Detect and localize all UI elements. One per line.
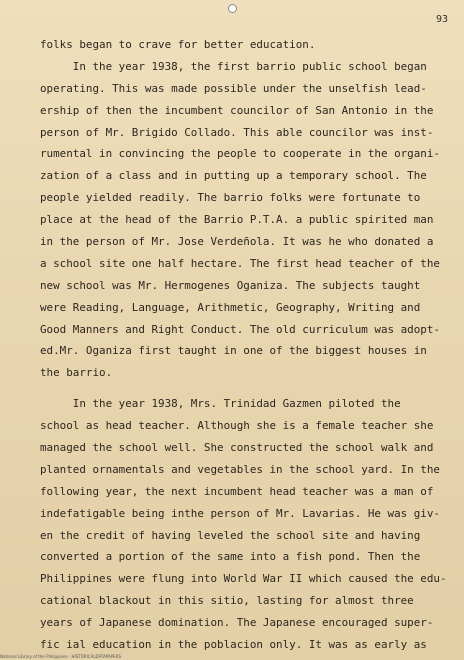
text-line: Philippines were flung into World War II which caused the edu- (40, 572, 447, 586)
text-line: operating. This was made possible under the unselfish lead- (40, 81, 427, 95)
text-line: a school site one half hectare. The first head teacher of the (40, 256, 440, 270)
text-line: years of Japanese domination. The Japanese encouraged super- (40, 616, 434, 630)
text-line: indefatigable being inthe person of Mr. Lavarias. He was giv- (40, 506, 440, 520)
text-line: In the year 1938, the first barrio public school began (40, 59, 427, 73)
text-line: in the person of Mr. Jose Verdeñola. It was he who donated a (40, 235, 434, 249)
text-line: managed the school well. She constructed the school walk and (40, 441, 434, 455)
text-line: cational blackout in this sitio, lasting for almost three (40, 594, 414, 608)
text-line: rumental in convincing the people to cooperate in the organi- (40, 147, 440, 161)
text-line: person of Mr. Brigido Collado. This able councilor was inst- (40, 125, 434, 139)
paragraph-gap (40, 384, 450, 393)
document-body (40, 34, 450, 656)
footer-credit: National Library of the Philippines · HISTORICALDATAPAPERS (0, 654, 122, 659)
text-line: place at the head of the Barrio P.T.A. a public spirited man (40, 213, 434, 227)
text-line: ed.Mr. Oganiza first taught in one of the biggest houses in (40, 344, 427, 358)
text-line: converted a portion of the same into a fish pond. Then the (40, 550, 421, 564)
text-line: new school was Mr. Hermogenes Oganiza. The subjects taught (40, 278, 421, 292)
text-line: following year, the next incumbent head teacher was a man of (40, 484, 434, 498)
text-line: Good Manners and Right Conduct. The old curriculum was adopt- (40, 322, 440, 336)
text-line: planted ornamentals and vegetables in the school yard. In the (40, 462, 440, 476)
text-line: people yielded readily. The barrio folks were fortunate to (40, 191, 421, 205)
text-line: In the year 1938, Mrs. Trinidad Gazmen piloted the (40, 397, 401, 411)
text-line: the barrio. (40, 366, 113, 380)
text-line: school as head teacher. Although she is a female teacher she (40, 419, 434, 433)
text-line: en the credit of having leveled the school site and having (40, 528, 421, 542)
text-line: ership of then the incumbent councilor of San Antonio in the (40, 103, 434, 117)
text-line: folks began to crave for better education. (40, 38, 316, 51)
text-line: zation of a class and in putting up a temporary school. The (40, 169, 427, 183)
scan-marker (228, 4, 237, 13)
text-line: were Reading, Language, Arithmetic, Geography, Writing and (40, 300, 421, 314)
text-line: fic ial education in the poblacion only. It was as early as (40, 638, 427, 652)
page-number: 93 (435, 14, 448, 25)
